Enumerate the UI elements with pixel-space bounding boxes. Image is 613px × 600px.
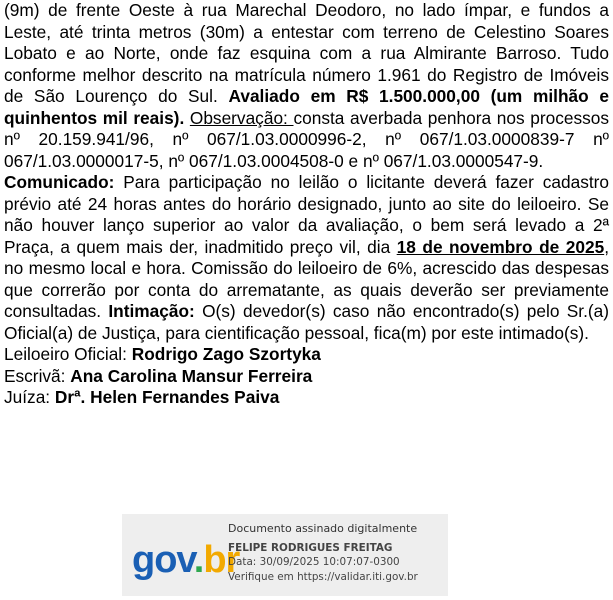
- auctioneer-line: [4, 344, 609, 366]
- notice-text-a: Para participação no leilão o licitante deverá fazer cadastro prévio até 24 horas antes do horário designado, junto ao site do leiloeiro. Se não houver lanço superior ao valor da avaliação, o bem será levado a 2ª Praça, a quem mais der, inadmitido preço vil, dia: [4, 172, 609, 257]
- govbr-logo: gov.br: [132, 539, 240, 581]
- clerk-label: Escrivã:: [4, 365, 71, 386]
- second-auction-date: 18 de novembro de 2025: [396, 236, 605, 257]
- clerk-name: Ana Carolina Mansur Ferreira: [70, 365, 313, 386]
- signer-name: FELIPE RODRIGUES FREITAG: [228, 541, 393, 554]
- judge-name: Drª. Helen Fernandes Paiva: [54, 387, 280, 407]
- auctioneer-label: Leiloeiro Oficial:: [4, 344, 132, 364]
- clerk-line: [4, 366, 609, 388]
- judge-label: Juíza:: [4, 387, 55, 407]
- property-paragraph: [4, 0, 609, 172]
- valuation-text: Avaliado em R$ 1.500.000,00 (um milhão e quinhentos mil reais).: [4, 86, 609, 128]
- observation-text: consta averbada penhora nos processos nº 20.159.941/96, nº 067/1.03.0000996-2, nº 067/1.03.0000839-7 nº 067/1.03.0000017-5, nº 067/1.03.0004508-0 e nº 067/1.03.0000547-9.: [4, 107, 609, 171]
- summons-text: O(s) devedor(s) caso não encontrado(s) pelo Sr.(a) Oficial(a) de Justiça, para cientificação pessoal, fica(m) por este intimado(s).: [4, 301, 609, 343]
- signature-details: [228, 522, 418, 584]
- signature-date: Data: 30/09/2025 10:07:07-0300: [228, 556, 400, 568]
- digital-signature-stamp: [122, 514, 448, 596]
- judge-line: [4, 387, 609, 409]
- observation-label: Observação:: [189, 107, 294, 128]
- edict-document: [4, 0, 609, 409]
- signature-title: Documento assinado digitalmente: [228, 522, 418, 535]
- notice-label: Comunicado:: [4, 172, 115, 192]
- property-description: (9m) de frente Oeste à rua Marechal Deodoro, no lado ímpar, e fundos a Leste, até trinta metros (30m) a entestar com terreno de Celestino Soares Lobato e ao Norte, onde faz esquina com a rua Almirante Barroso. Tudo conforme melhor descrito na matrícula número 1.961 do Registro de Imóveis de São Lourenço do Sul.: [4, 0, 609, 106]
- auctioneer-name: Rodrigo Zago Szortyka: [131, 344, 321, 364]
- notice-text-b: , no mesmo local e hora. Comissão do leiloeiro de 6%, acrescido das despesas que correrão por conta do arrematante, as quais deverão ser previamente consultadas.: [4, 236, 609, 321]
- verify-link-text: Verifique em https://validar.iti.gov.br: [228, 570, 418, 583]
- notice-paragraph: [4, 172, 609, 344]
- summons-label: Intimação:: [108, 301, 195, 321]
